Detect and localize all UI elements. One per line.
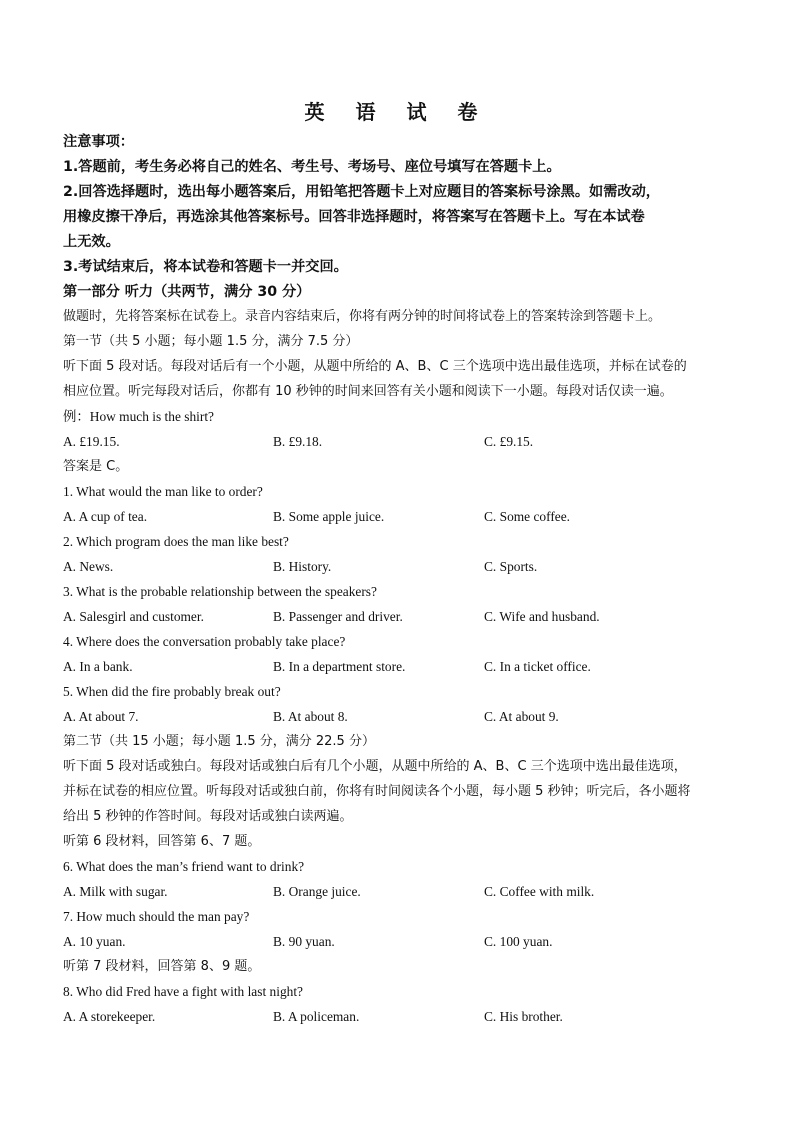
- section1-directions-1: 听下面 5 段对话。每段对话后有一个小题，从题中所给的 A、B、C 三个选项中选出最佳选项，并标在试卷的: [63, 359, 687, 374]
- q3-option-a: A. Salesgirl and customer.: [63, 609, 204, 624]
- notice-heading: 注意事项：: [63, 134, 134, 150]
- q3-option-b: B. Passenger and driver.: [273, 609, 403, 624]
- question-7: 7. How much should the man pay?: [63, 909, 250, 924]
- section1-directions-2: 相应位置。听完每段对话后，你都有 10 秒钟的时间来回答有关小题和阅读下一小题。每段对话仅读一遍。: [63, 384, 673, 399]
- example-question: 例：How much is the shirt?: [63, 409, 214, 424]
- question-8: 8. Who did Fred have a fight with last night?: [63, 984, 303, 999]
- q7-option-a: A. 10 yuan.: [63, 934, 126, 949]
- notice-item-2-cont: 用橡皮擦干净后，再选涂其他答案标号。回答非选择题时，将答案写在答题卡上。写在本试卷: [63, 209, 645, 225]
- q4-option-b: B. In a department store.: [273, 659, 406, 674]
- notice-item-3: 3.考试结束后，将本试卷和答题卡一并交回。: [63, 259, 348, 275]
- q4-option-c: C. In a ticket office.: [484, 659, 591, 674]
- q1-option-a: A. A cup of tea.: [63, 509, 148, 524]
- section2-directions-2: 并标在试卷的相应位置。听每段对话或独白前，你将有时间阅读各个小题，每小题 5 秒钟；听完后，各小题将: [63, 784, 691, 799]
- q8-option-c: C. His brother.: [484, 1009, 563, 1024]
- q6-option-b: B. Orange juice.: [273, 884, 361, 899]
- q1-option-b: B. Some apple juice.: [273, 509, 385, 524]
- q5-option-c: C. At about 9.: [484, 709, 559, 724]
- section2-directions-1: 听下面 5 段对话或独白。每段对话或独白后有几个小题，从题中所给的 A、B、C 三个选项中选出最佳选项，: [63, 759, 687, 774]
- question-1: 1. What would the man like to order?: [63, 484, 263, 499]
- question-4: 4. Where does the conversation probably take place?: [63, 634, 346, 649]
- question-5: 5. When did the fire probably break out?: [63, 684, 281, 699]
- part1-intro: 做题时，先将答案标在试卷上。录音内容结束后，你将有两分钟的时间将试卷上的答案转涂到答题卡上。: [63, 309, 662, 324]
- group-7-heading: 听第 7 段材料，回答第 8、9 题。: [63, 959, 261, 974]
- example-option-c: C. £9.15.: [484, 434, 534, 449]
- q7-option-c: C. 100 yuan.: [484, 934, 553, 949]
- example-option-b: B. £9.18.: [273, 434, 323, 449]
- q2-option-c: C. Sports.: [484, 559, 538, 574]
- q6-option-a: A. Milk with sugar.: [63, 884, 168, 899]
- q4-option-a: A. In a bank.: [63, 659, 133, 674]
- example-answer: 答案是 C。: [63, 459, 129, 474]
- example-option-a: A. £19.15.: [63, 434, 120, 449]
- q2-option-b: B. History.: [273, 559, 332, 574]
- part1-heading: 第一部分 听力（共两节，满分 30 分）: [63, 284, 311, 300]
- q6-option-c: C. Coffee with milk.: [484, 884, 595, 899]
- q5-option-b: B. At about 8.: [273, 709, 348, 724]
- notice-item-2-end: 上无效。: [63, 234, 120, 250]
- section1-heading: 第一节（共 5 小题；每小题 1.5 分，满分 7.5 分）: [63, 334, 359, 349]
- section2-heading: 第二节（共 15 小题；每小题 1.5 分，满分 22.5 分）: [63, 734, 375, 749]
- question-3: 3. What is the probable relationship between the speakers?: [63, 584, 377, 599]
- q7-option-b: B. 90 yuan.: [273, 934, 335, 949]
- group-6-heading: 听第 6 段材料，回答第 6、7 题。: [63, 834, 261, 849]
- notice-item-2: 2.回答选择题时，选出每小题答案后，用铅笔把答题卡上对应题目的答案标号涂黑。如需改动，: [63, 184, 660, 200]
- question-6: 6. What does the man’s friend want to drink?: [63, 859, 305, 874]
- q8-option-b: B. A policeman.: [273, 1009, 360, 1024]
- q8-option-a: A. A storekeeper.: [63, 1009, 156, 1024]
- q3-option-c: C. Wife and husband.: [484, 609, 600, 624]
- question-2: 2. Which program does the man like best?: [63, 534, 289, 549]
- q5-option-a: A. At about 7.: [63, 709, 139, 724]
- notice-item-1: 1.答题前，考生务必将自己的姓名、考生号、考场号、座位号填写在答题卡上。: [63, 159, 561, 175]
- section2-directions-3: 给出 5 秒钟的作答时间。每段对话或独白读两遍。: [63, 809, 353, 824]
- q2-option-a: A. News.: [63, 559, 114, 574]
- q1-option-c: C. Some coffee.: [484, 509, 571, 524]
- page-title: 英 语 试 卷: [304, 100, 490, 124]
